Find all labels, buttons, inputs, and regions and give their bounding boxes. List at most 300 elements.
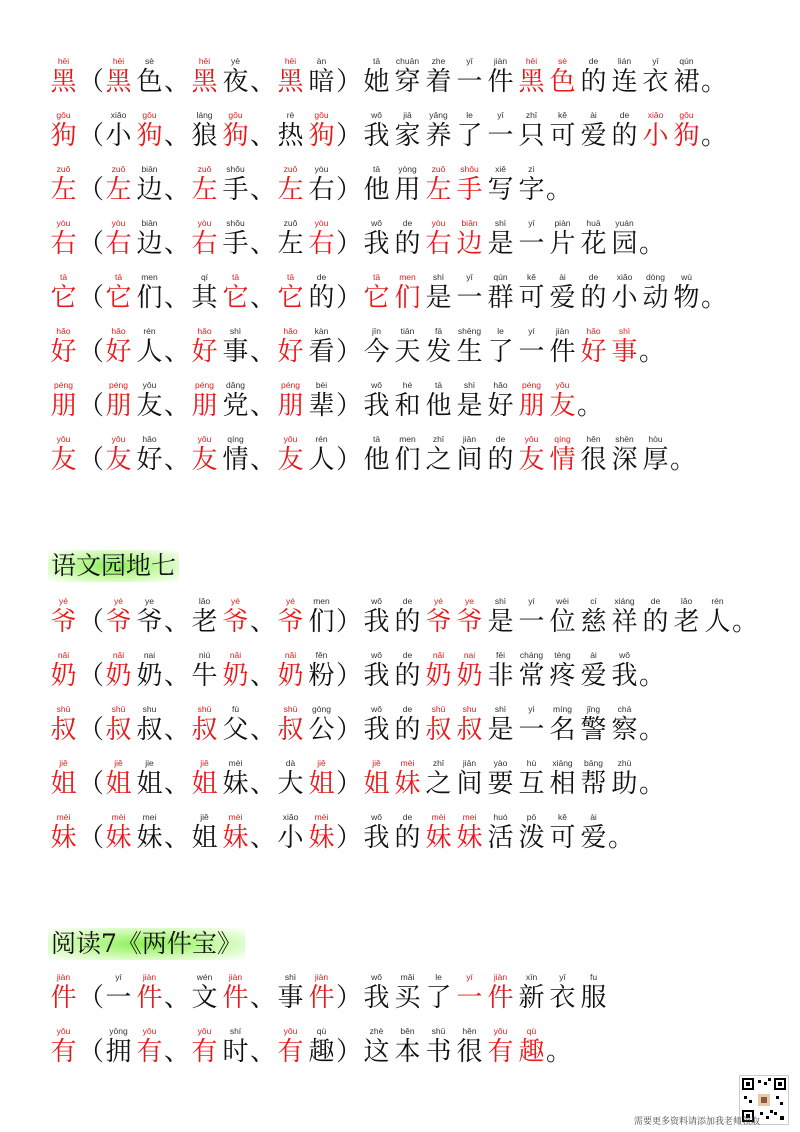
- headword-char: [48, 812, 79, 853]
- hanzi: 朋: [191, 391, 218, 421]
- hanzi-char: [134, 56, 165, 97]
- hanzi-char: [134, 812, 165, 853]
- pinyin: jiàn: [493, 56, 508, 66]
- hanzi: 养: [425, 121, 452, 151]
- hanzi: 情: [222, 445, 249, 475]
- pinyin: wǒ: [371, 596, 382, 606]
- hanzi: 的: [580, 67, 607, 97]
- hanzi: 、: [250, 229, 277, 259]
- headword-char: [48, 56, 79, 97]
- hanzi-char: [134, 164, 165, 205]
- pinyin: wǒ: [371, 704, 382, 714]
- pinyin: rén: [711, 596, 724, 606]
- pinyin: de: [650, 596, 661, 606]
- hanzi: 它: [363, 283, 390, 313]
- hanzi: 老: [191, 607, 218, 637]
- pinyin: yǒu: [283, 434, 298, 444]
- pinyin: yí: [528, 596, 535, 606]
- pinyin: hù: [526, 758, 537, 768]
- pinyin: yī: [652, 56, 659, 66]
- hanzi: 一: [105, 983, 132, 1013]
- hanzi-char: [485, 110, 516, 151]
- hanzi: 、: [164, 229, 191, 259]
- pinyin: tā: [59, 272, 68, 282]
- punctuation: [79, 434, 103, 475]
- pinyin: tā: [286, 272, 295, 282]
- pinyin: shū: [283, 704, 298, 714]
- punctuation: [251, 326, 275, 367]
- hanzi: 是: [487, 607, 514, 637]
- hanzi: 狼: [191, 121, 218, 151]
- hanzi: 它: [277, 283, 304, 313]
- pinyin: shēng: [457, 326, 482, 336]
- pinyin: le: [497, 326, 504, 336]
- vocab-line: [48, 812, 633, 853]
- hanzi: 好: [191, 337, 218, 367]
- hanzi-char: [361, 758, 392, 799]
- punctuation: [337, 1026, 361, 1067]
- hanzi: 它: [222, 283, 249, 313]
- hanzi: 、: [164, 121, 191, 151]
- pinyin: biān: [141, 218, 158, 228]
- hanzi: 一: [456, 67, 483, 97]
- hanzi: 我: [363, 823, 390, 853]
- pinyin: mèi: [228, 812, 243, 822]
- pinyin: hǎo: [142, 434, 157, 444]
- hanzi: 。: [701, 67, 728, 97]
- hanzi-char: [134, 972, 165, 1013]
- hanzi-char: [220, 272, 251, 313]
- hanzi-char: [640, 596, 671, 637]
- hanzi: 、: [250, 715, 277, 745]
- headword-char: [48, 704, 79, 745]
- hanzi-char: [485, 434, 516, 475]
- hanzi-char: [189, 380, 220, 421]
- hanzi: 时: [222, 1037, 249, 1067]
- hanzi-char: [220, 164, 251, 205]
- hanzi: 察: [611, 715, 638, 745]
- hanzi-char: [220, 326, 251, 367]
- pinyin: qù: [316, 1026, 327, 1036]
- hanzi-char: [547, 972, 578, 1013]
- hanzi: （: [78, 337, 105, 367]
- hanzi: 他: [363, 445, 390, 475]
- pinyin: de: [588, 272, 599, 282]
- pinyin: dǎng: [226, 380, 245, 390]
- hanzi: ）: [336, 983, 363, 1013]
- pinyin: shì: [432, 272, 445, 282]
- hanzi-char: [189, 596, 220, 637]
- hanzi-char: [454, 1026, 485, 1067]
- hanzi: 友: [50, 445, 77, 475]
- pinyin: péng: [195, 380, 214, 390]
- hanzi: 们: [394, 445, 421, 475]
- hanzi: 、: [164, 175, 191, 205]
- hanzi-char: [189, 56, 220, 97]
- hanzi: 手: [222, 229, 249, 259]
- hanzi-char: [423, 110, 454, 151]
- hanzi: 、: [164, 337, 191, 367]
- hanzi-char: [609, 218, 640, 259]
- hanzi-char: [516, 380, 547, 421]
- hanzi: 位: [549, 607, 576, 637]
- pinyin: yè: [231, 56, 240, 66]
- hanzi: 右: [308, 175, 335, 205]
- hanzi: 有: [277, 1037, 304, 1067]
- hanzi: 、: [250, 769, 277, 799]
- hanzi: 一: [487, 121, 514, 151]
- hanzi: ）: [336, 175, 363, 205]
- pinyin: yǎng: [429, 110, 448, 120]
- pinyin: hēi: [525, 56, 538, 66]
- hanzi: 、: [164, 661, 191, 691]
- pinyin: yǒu: [142, 380, 157, 390]
- hanzi: 件: [222, 983, 249, 1013]
- hanzi: 奶: [136, 661, 163, 691]
- hanzi: 相: [549, 769, 576, 799]
- hanzi-char: [485, 704, 516, 745]
- pinyin: rén: [143, 326, 156, 336]
- pinyin: shì: [229, 326, 242, 336]
- hanzi: 奶: [105, 661, 132, 691]
- hanzi: 右: [191, 229, 218, 259]
- hanzi-char: [306, 650, 337, 691]
- pinyin: péng: [281, 380, 300, 390]
- pinyin: nǎi: [112, 650, 125, 660]
- hanzi: 爱: [580, 661, 607, 691]
- hanzi: 小: [642, 121, 669, 151]
- hanzi: 、: [164, 607, 191, 637]
- pinyin: de: [402, 650, 413, 660]
- hanzi: 奶: [222, 661, 249, 691]
- hanzi: 可: [549, 823, 576, 853]
- hanzi-char: [485, 758, 516, 799]
- pinyin: qù: [526, 1026, 537, 1036]
- hanzi: ）: [336, 823, 363, 853]
- punctuation: [337, 704, 361, 745]
- pinyin: shū: [56, 704, 71, 714]
- headword-char: [48, 434, 79, 475]
- hanzi: 黑: [191, 67, 218, 97]
- pinyin: wǒ: [619, 650, 630, 660]
- hanzi: 的: [394, 823, 421, 853]
- hanzi-char: [671, 596, 702, 637]
- hanzi: 我: [363, 391, 390, 421]
- hanzi: 我: [363, 661, 390, 691]
- hanzi-char: [134, 704, 165, 745]
- hanzi-char: [423, 326, 454, 367]
- hanzi: 辈: [308, 391, 335, 421]
- hanzi: 拥: [105, 1037, 132, 1067]
- hanzi-char: [306, 758, 337, 799]
- hanzi-char: [220, 758, 251, 799]
- hanzi-char: [189, 164, 220, 205]
- pinyin: wèi: [556, 596, 569, 606]
- hanzi-char: [516, 704, 547, 745]
- vocab-line: [48, 434, 695, 475]
- hanzi-char: [609, 596, 640, 637]
- pinyin: biān: [141, 164, 158, 174]
- pinyin: hǎo: [283, 326, 298, 336]
- pinyin: men: [399, 272, 416, 282]
- hanzi: 生: [456, 337, 483, 367]
- hanzi: 很: [580, 445, 607, 475]
- pinyin: mǎi: [400, 972, 415, 982]
- hanzi: 间: [456, 445, 483, 475]
- hanzi: 件: [136, 983, 163, 1013]
- pinyin: kě: [558, 110, 567, 120]
- hanzi-char: [423, 272, 454, 313]
- pinyin: shu: [142, 704, 157, 714]
- pinyin: mèi: [111, 812, 126, 822]
- hanzi-char: [640, 434, 671, 475]
- pinyin: rén: [315, 434, 328, 444]
- hanzi: 我: [363, 715, 390, 745]
- punctuation: [165, 650, 189, 691]
- pinyin: míng: [553, 704, 572, 714]
- hanzi: 叔: [136, 715, 163, 745]
- hanzi-char: [392, 758, 423, 799]
- hanzi: 粉: [308, 661, 335, 691]
- pinyin: de: [402, 596, 413, 606]
- hanzi: （: [78, 121, 105, 151]
- hanzi-char: [103, 650, 134, 691]
- hanzi: 色: [136, 67, 163, 97]
- pinyin: le: [466, 110, 473, 120]
- hanzi: 、: [164, 391, 191, 421]
- hanzi: 。: [639, 715, 666, 745]
- hanzi: 一: [518, 715, 545, 745]
- pinyin: péng: [109, 380, 128, 390]
- hanzi-char: [547, 110, 578, 151]
- hanzi: 件: [50, 983, 77, 1013]
- hanzi-char: [361, 218, 392, 259]
- hanzi-char: [454, 650, 485, 691]
- hanzi: 右: [50, 229, 77, 259]
- hanzi: 边: [456, 229, 483, 259]
- hanzi-char: [516, 812, 547, 853]
- punctuation: [165, 56, 189, 97]
- hanzi: ）: [336, 67, 363, 97]
- hanzi-char: [516, 164, 547, 205]
- pinyin: shì: [284, 972, 297, 982]
- hanzi: 、: [250, 121, 277, 151]
- hanzi-char: [134, 326, 165, 367]
- vocab-line: [48, 272, 726, 313]
- pinyin: shū: [431, 1026, 446, 1036]
- hanzi: （: [78, 391, 105, 421]
- hanzi: 我: [363, 121, 390, 151]
- hanzi: 黑: [518, 67, 545, 97]
- pinyin: wù: [681, 272, 692, 282]
- hanzi: （: [78, 445, 105, 475]
- hanzi-char: [516, 326, 547, 367]
- hanzi: 手: [222, 175, 249, 205]
- hanzi-char: [103, 972, 134, 1013]
- pinyin: de: [402, 218, 413, 228]
- pinyin: yòu: [111, 218, 126, 228]
- hanzi: 之: [425, 769, 452, 799]
- hanzi-char: [578, 596, 609, 637]
- hanzi: 黑: [105, 67, 132, 97]
- hanzi-char: [485, 218, 516, 259]
- hanzi: 妹: [136, 823, 163, 853]
- hanzi: 常: [518, 661, 545, 691]
- pinyin: mèi: [56, 812, 71, 822]
- punctuation: [337, 434, 361, 475]
- hanzi-char: [103, 596, 134, 637]
- punctuation: [671, 434, 695, 475]
- hanzi: 好: [487, 391, 514, 421]
- hanzi-char: [103, 704, 134, 745]
- hanzi-char: [454, 812, 485, 853]
- pinyin: de: [619, 110, 630, 120]
- pinyin: nǎi: [229, 650, 242, 660]
- pinyin: mèi: [228, 758, 243, 768]
- punctuation: [251, 380, 275, 421]
- pinyin: ài: [590, 110, 597, 120]
- hanzi: 连: [611, 67, 638, 97]
- hanzi: ）: [336, 1037, 363, 1067]
- hanzi-char: [578, 326, 609, 367]
- hanzi: ）: [336, 391, 363, 421]
- punctuation: [337, 218, 361, 259]
- hanzi: 姐: [308, 769, 335, 799]
- hanzi: 它: [105, 283, 132, 313]
- hanzi: 右: [105, 229, 132, 259]
- pinyin: hǎo: [197, 326, 212, 336]
- hanzi: ）: [336, 661, 363, 691]
- punctuation: [251, 972, 275, 1013]
- pinyin: zuǒ: [111, 164, 126, 174]
- hanzi-char: [220, 704, 251, 745]
- hanzi-char: [134, 1026, 165, 1067]
- headword-char: [48, 272, 79, 313]
- hanzi-char: [485, 650, 516, 691]
- hanzi-char: [361, 596, 392, 637]
- punctuation: [251, 110, 275, 151]
- punctuation: [251, 704, 275, 745]
- punctuation: [79, 164, 103, 205]
- pinyin: shì: [494, 704, 507, 714]
- pinyin: jiàn: [555, 326, 570, 336]
- punctuation: [251, 434, 275, 475]
- pinyin: jiě: [200, 758, 209, 768]
- hanzi: 老: [673, 607, 700, 637]
- hanzi-char: [134, 272, 165, 313]
- punctuation: [79, 56, 103, 97]
- pinyin: qíng: [554, 434, 571, 444]
- hanzi-char: [361, 1026, 392, 1067]
- pinyin: huó: [493, 812, 508, 822]
- hanzi: 。: [639, 229, 666, 259]
- hanzi: 件: [549, 337, 576, 367]
- hanzi-char: [578, 650, 609, 691]
- hanzi-char: [392, 56, 423, 97]
- hanzi-char: [423, 380, 454, 421]
- hanzi: ）: [336, 121, 363, 151]
- hanzi-char: [103, 218, 134, 259]
- pinyin: wén: [196, 972, 213, 982]
- pinyin: jiě: [317, 758, 326, 768]
- hanzi: 。: [639, 661, 666, 691]
- hanzi-char: [306, 272, 337, 313]
- hanzi: 一: [518, 607, 545, 637]
- punctuation: [251, 218, 275, 259]
- pinyin: zhù: [617, 758, 632, 768]
- pinyin: chá: [617, 704, 632, 714]
- hanzi: 一: [518, 229, 545, 259]
- hanzi: 其: [191, 283, 218, 313]
- headword-char: [48, 1026, 79, 1067]
- pinyin: yǒu: [142, 1026, 157, 1036]
- hanzi: （: [78, 607, 105, 637]
- hanzi-char: [516, 1026, 547, 1067]
- pinyin: yé: [114, 596, 123, 606]
- hanzi: 这: [363, 1037, 390, 1067]
- hanzi: 可: [549, 121, 576, 151]
- hanzi-char: [361, 110, 392, 151]
- hanzi: 了: [456, 121, 483, 151]
- pinyin: shu: [462, 704, 477, 714]
- hanzi: 友: [191, 445, 218, 475]
- hanzi-char: [189, 758, 220, 799]
- pinyin: hǎo: [111, 326, 126, 336]
- hanzi: 件: [487, 67, 514, 97]
- pinyin: tā: [372, 164, 381, 174]
- hanzi-char: [392, 434, 423, 475]
- pinyin: qí: [200, 272, 209, 282]
- hanzi: 件: [487, 983, 514, 1013]
- hanzi-char: [361, 812, 392, 853]
- hanzi: 、: [250, 67, 277, 97]
- hanzi-char: [392, 650, 423, 691]
- pinyin: wǒ: [371, 972, 382, 982]
- hanzi: 衣: [549, 983, 576, 1013]
- punctuation: [337, 56, 361, 97]
- hanzi: 情: [549, 445, 576, 475]
- hanzi: 了: [487, 337, 514, 367]
- pinyin: tā: [372, 434, 381, 444]
- hanzi: 有: [50, 1037, 77, 1067]
- pinyin: hēi: [57, 56, 70, 66]
- punctuation: [79, 758, 103, 799]
- pinyin: jiā: [403, 110, 412, 120]
- hanzi-char: [392, 326, 423, 367]
- hanzi: 爷: [50, 607, 77, 637]
- hanzi: 发: [425, 337, 452, 367]
- hanzi-char: [220, 596, 251, 637]
- hanzi: 爷: [222, 607, 249, 637]
- hanzi: 人: [308, 445, 335, 475]
- vocab-line: [48, 326, 664, 367]
- hanzi-char: [275, 56, 306, 97]
- hanzi: 有: [191, 1037, 218, 1067]
- hanzi-char: [134, 758, 165, 799]
- pinyin: qún: [493, 272, 508, 282]
- hanzi-char: [609, 272, 640, 313]
- hanzi: 。: [670, 445, 697, 475]
- hanzi: 妹: [394, 769, 421, 799]
- pinyin: wǒ: [371, 110, 382, 120]
- hanzi-char: [547, 56, 578, 97]
- hanzi: 的: [394, 607, 421, 637]
- hanzi: 们: [308, 607, 335, 637]
- pinyin: hé: [402, 380, 413, 390]
- hanzi: 友: [549, 391, 576, 421]
- hanzi-char: [516, 972, 547, 1013]
- pinyin: péng: [54, 380, 73, 390]
